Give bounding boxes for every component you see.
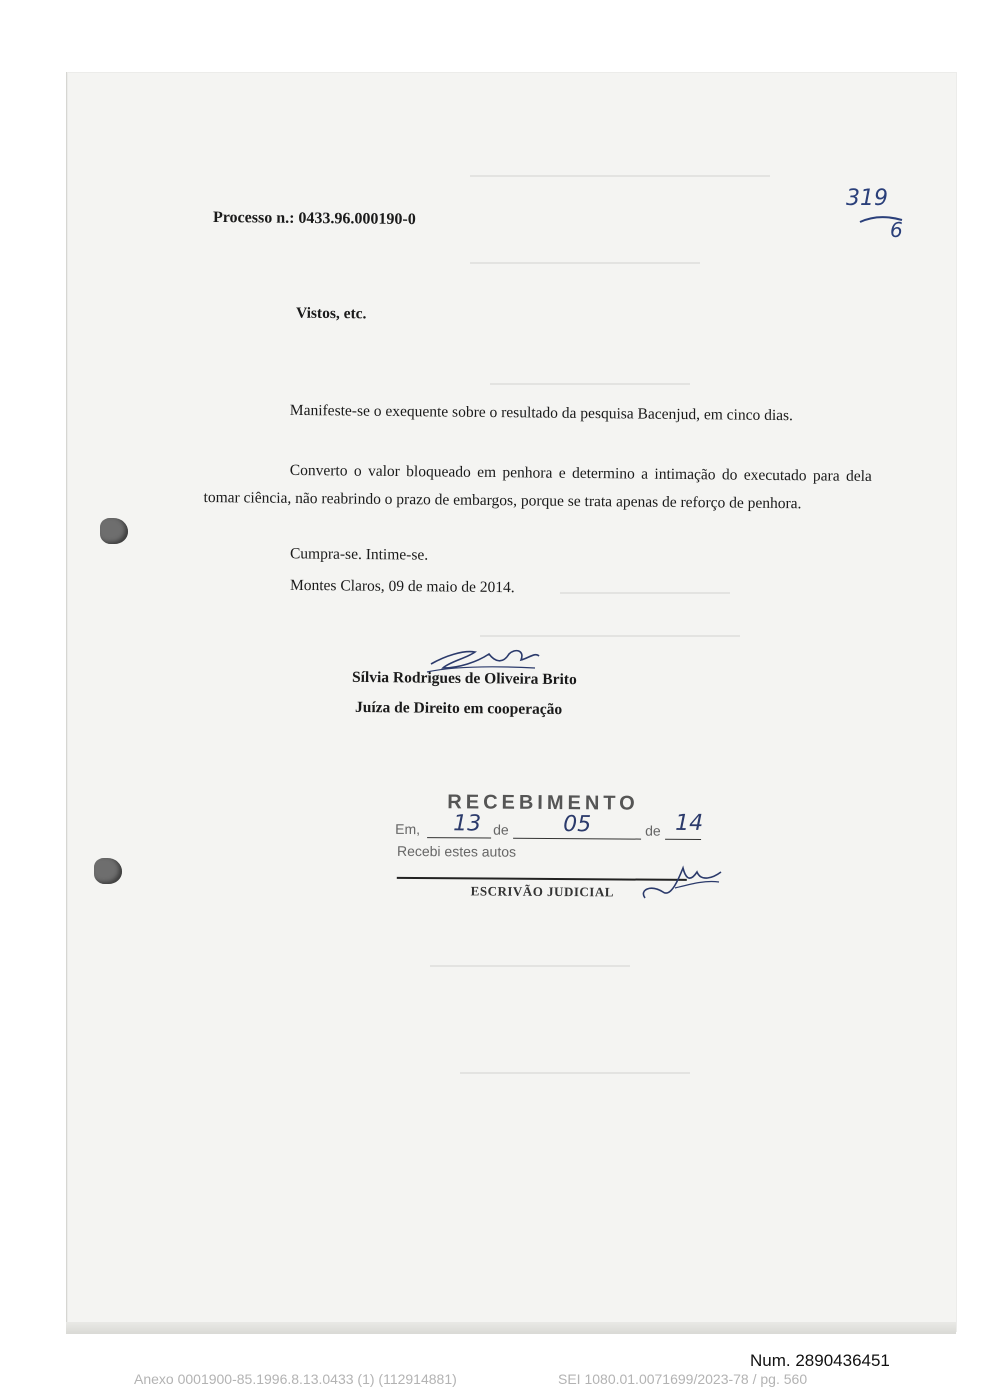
punch-hole xyxy=(94,858,122,884)
paragraph-penhora xyxy=(203,456,872,519)
received-day: 13 xyxy=(453,811,482,837)
bleed-through-line xyxy=(480,635,740,637)
bleed-through-line xyxy=(560,592,730,594)
punch-hole xyxy=(100,518,128,544)
bleed-through-line xyxy=(430,965,630,967)
bleed-through-line xyxy=(490,383,690,385)
year-blank xyxy=(665,839,701,840)
clerk-signature xyxy=(635,858,725,908)
paragraph-1-text: Manifeste-se o exequente sobre o resultado da pesquisa Bacenjud, em cinco dias. xyxy=(289,401,794,425)
bleed-through-line xyxy=(470,175,770,177)
paragraph-2-text: Converto o valor bloqueado em penhora e determino a intimação do executado para dela tomar ciência, não reabrindo o prazo de embargos, porque se trata apenas de reforço de penhora. xyxy=(203,461,872,513)
document-number: Num. 2890436451 xyxy=(750,1351,890,1370)
paragraph-indent xyxy=(204,414,290,415)
annex-reference: Anexo 0001900-85.1996.8.13.0433 (1) (112914881) xyxy=(134,1371,457,1387)
stamp-title: RECEBIMENTO xyxy=(447,791,639,815)
page-number-stroke xyxy=(858,210,908,230)
place-and-date: Montes Claros, 09 de maio de 2014. xyxy=(289,576,515,597)
stamp-em-label: Em, xyxy=(395,820,421,838)
bleed-through-line xyxy=(470,262,700,264)
stamp-received-text: Recebi estes autos xyxy=(396,842,517,860)
greeting: Vistos, etc. xyxy=(295,304,367,323)
month-blank xyxy=(513,838,641,840)
clerk-role: ESCRIVÃO JUDICIAL xyxy=(470,883,614,900)
received-year: 14 xyxy=(675,810,704,837)
day-blank xyxy=(427,837,491,838)
scan-bottom-edge xyxy=(66,1322,956,1334)
process-number: Processo n.: 0433.96.000190-0 xyxy=(212,208,416,229)
handwritten-page-number-sub: 6 xyxy=(890,218,903,242)
judge-name: Sílvia Rodrigues de Oliveira Brito xyxy=(351,668,577,689)
received-month: 05 xyxy=(563,812,592,838)
handwritten-page-number: 319 xyxy=(846,186,888,211)
judge-title: Juíza de Direito em cooperação xyxy=(354,698,563,719)
bleed-through-line xyxy=(460,1072,690,1074)
paragraph-indent xyxy=(204,474,290,475)
sei-reference: SEI 1080.01.0071699/2023-78 / pg. 560 xyxy=(558,1371,808,1387)
stamp-de-label-2: de xyxy=(645,822,661,839)
closing-order: Cumpra-se. Intime-se. xyxy=(289,545,429,564)
stamp-de-label-1: de xyxy=(493,821,509,838)
